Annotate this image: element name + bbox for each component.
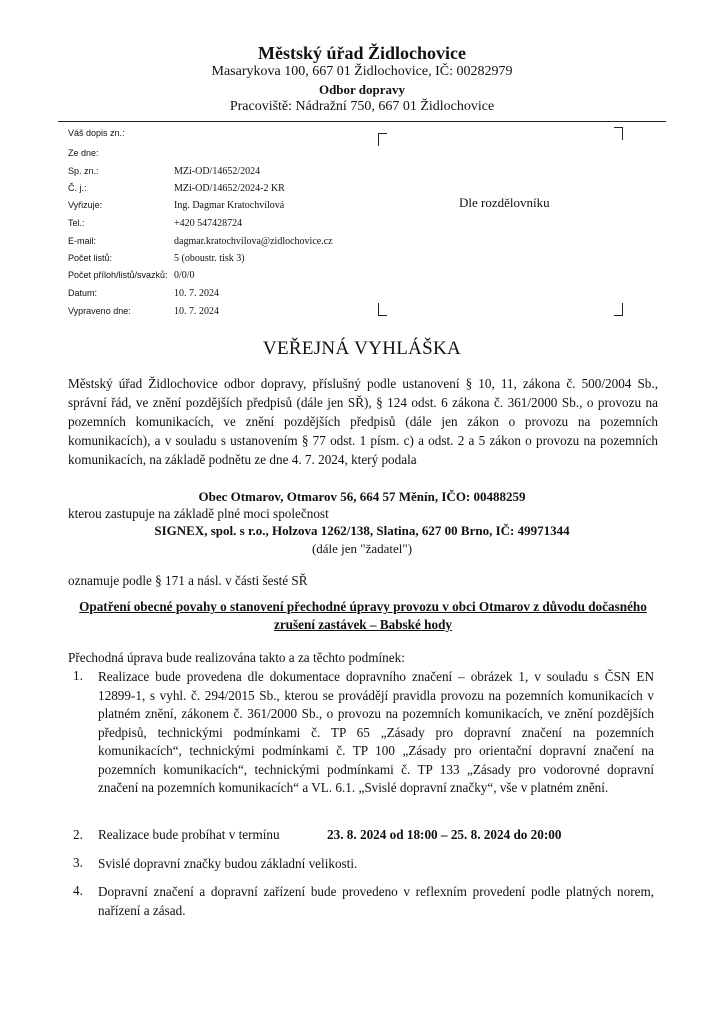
meta-value: MZi-OD/14652/2024 [174,166,261,177]
meta-value: 10. 7. 2024 [174,306,219,317]
meta-label: Počet listů: [68,253,113,263]
applicant: Obec Otmarov, Otmarov 56, 664 57 Měnín, IČO: 00488259 [198,489,526,504]
meta-value: 5 (oboustr. tisk 3) [174,253,245,264]
meta-row [68,253,398,267]
subject-heading: Opatření obecné povahy o stanovení přechodné úpravy provozu v obci Otmarov z důvodu dočasného zrušení zastávek – Babské hody [79,599,647,632]
condition-text: Realizace bude probíhat v termínu [98,827,280,842]
list-number: 4. [73,883,83,898]
meta-row [68,200,398,214]
meta-value: 10. 7. 2024 [174,288,219,299]
meta-label: Č. j.: [68,183,87,193]
condition-text: Realizace bude provedena dle dokumentace dopravního značení – obrázek 1, v souladu s ČSN EN 12899-1, s vyhl. č. 294/2015 Sb., kterou se provádějí pravidla provozu na pozemních komunikacích v platném znění, zákonem č. 361/2000 Sb., o provozu na pozemních komunikacích, ve znění pozdějších předpisů, technickými podmínkami č. TP 65 „Zásady pro dopravní značení na pozemních komunikacích“, technickými podmínkami č. TP 100 „Zásady pro orientační dopravní značení na pozemních komunikacích“, technickými podmínkami č. TP 133 „Zásady pro vodorovné dopravní značení na pozemních komunikacích“ a VL. 6.1. „Svislé dopravní značky“, vše v platném znění. [98,669,654,795]
meta-label: Sp. zn.: [68,166,99,176]
office-name: Městský úřad Židlochovice [257,43,466,63]
intro-paragraph: Městský úřad Židlochovice odbor dopravy, příslušný podle ustanovení § 10, 11, zákona č. 500/2004 Sb., správní řád, ve znění pozdějších předpisů (dále jen SŘ), § 124 odst. 6 zákona č. 361/2000 Sb., o provozu na pozemních komunikacích, ve znění pozdějších předpisů (dále jen zákon o provozu na pozemních komunikacích), a v souladu s ustanovením § 77 odst. 1 písm. c) a odst. 2 a 5 zákon o provozu na pozemních komunikacích, na základě podnětu ze dne 4. 7. 2024, který podala [68,376,658,467]
meta-label: E-mail: [68,236,97,246]
meta-label: Ze dne: [68,148,99,158]
meta-value: +420 547428724 [174,218,243,229]
address-corner-mark [378,303,387,316]
list-number: 3. [73,855,83,870]
condition-text: Dopravní značení a dopravní zařízení bude provedeno v reflexním provedení podle platných norem, nařízení a zásad. [98,884,654,918]
address-corner-mark [614,127,623,140]
condition-term: 23. 8. 2024 od 18:00 – 25. 8. 2024 do 20:00 [327,827,562,842]
representative: SIGNEX, spol. s r.o., Holzova 1262/138, Slatina, 627 00 Brno, IČ: 49971344 [154,523,570,538]
meta-value: 0/0/0 [174,270,195,281]
meta-row [68,166,398,180]
applicant-note: (dále jen "žadatel") [311,541,413,556]
meta-label: Váš dopis zn.: [68,128,125,138]
condition-text: Svislé dopravní značky budou základní velikosti. [98,856,358,871]
announcement: oznamuje podle § 171 a násl. v části šesté SŘ [68,573,308,588]
meta-row [68,148,398,162]
email-link[interactable]: dagmar.kratochvilova@zidlochovice.cz [174,236,333,247]
conditions-intro: Přechodná úprava bude realizována takto a za těchto podmínek: [68,650,405,665]
header-divider [58,121,666,122]
office-address: Masarykova 100, 667 01 Židlochovice, IČ: 00282979 [211,64,513,79]
meta-value: Ing. Dagmar Kratochvílová [174,200,285,211]
meta-label: Vyřizuje: [68,200,103,210]
meta-row [68,288,398,302]
meta-value: MZi-OD/14652/2024-2 KR [174,183,285,194]
meta-label: Datum: [68,288,98,298]
meta-row [68,183,398,197]
recipient: Dle rozdělovníku [459,195,550,210]
address-corner-mark [378,133,387,146]
meta-row [68,236,398,250]
represented-by: kterou zastupuje na základě plné moci společnost [68,506,329,521]
meta-row [68,306,398,320]
meta-label: Tel.: [68,218,85,228]
meta-row [68,270,398,284]
department-name: Odbor dopravy [318,82,406,97]
meta-row [68,128,398,142]
list-number: 1. [73,668,83,683]
meta-label: Vypraveno dne: [68,306,131,316]
meta-label: Počet příloh/listů/svazků: [68,270,168,280]
address-corner-mark [614,303,623,316]
list-number: 2. [73,827,83,842]
document-title: VEŘEJNÁ VYHLÁŠKA [262,338,462,359]
workplace-address: Pracoviště: Nádražní 750, 667 01 Židlochovice [229,99,495,114]
meta-row [68,218,398,232]
